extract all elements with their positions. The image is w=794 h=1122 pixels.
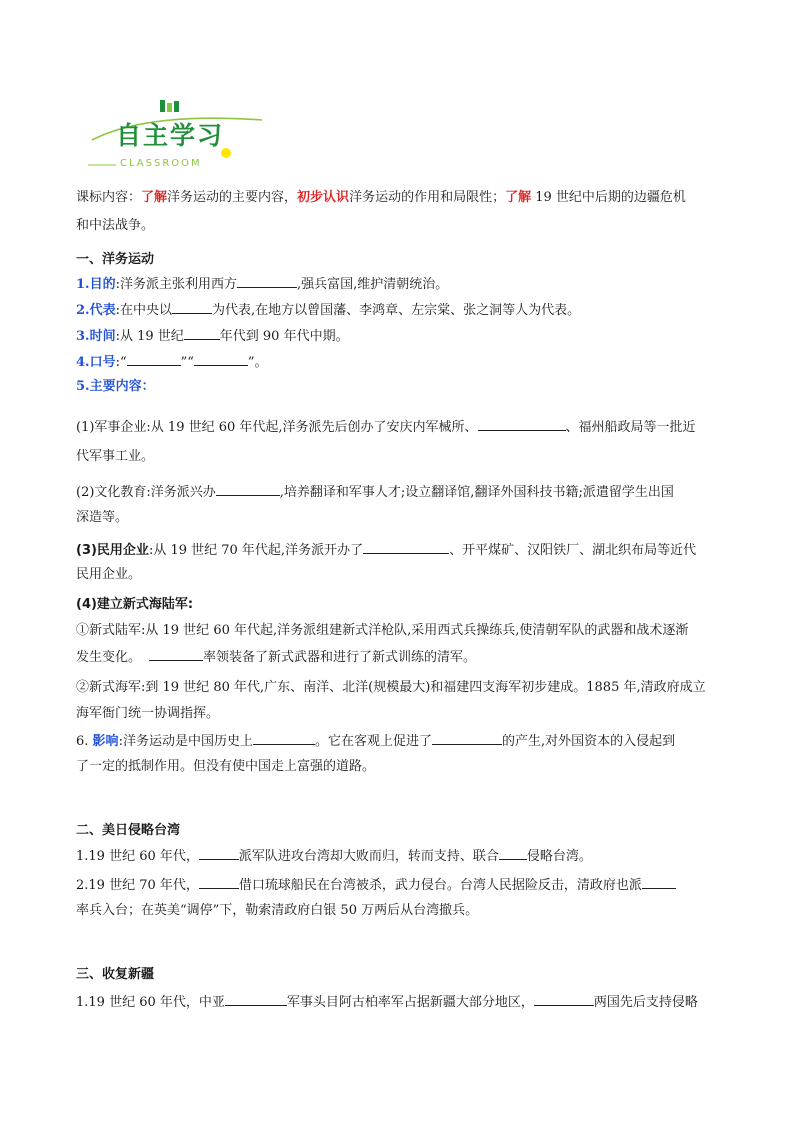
intro-prefix: 课标内容： xyxy=(76,190,142,205)
answer-blank[interactable] xyxy=(149,648,203,661)
item-text: ,强兵富国,维护清朝统治。 xyxy=(296,277,449,292)
item-text: 的产生,对外国资本的入侵起到 xyxy=(501,734,676,749)
section-3-title: 三、收复新疆 xyxy=(76,967,155,982)
item-text: :洋务运动是中国历史上 xyxy=(118,734,253,749)
item-impact xyxy=(76,732,675,751)
answer-blank[interactable] xyxy=(499,847,527,860)
item-slogan xyxy=(76,353,268,372)
item-text: 1.19 世纪 60 年代，中亚 xyxy=(76,995,225,1010)
answer-blank[interactable] xyxy=(194,353,248,366)
answer-blank[interactable] xyxy=(534,993,594,1006)
curriculum-intro-line2: 和中法战争。 xyxy=(76,218,155,233)
item-text: 2.19 世纪 70 年代， xyxy=(76,878,199,893)
item-text: :从 19 世纪 xyxy=(115,329,184,344)
item-text: 侵略台湾。 xyxy=(526,849,592,864)
item-text: 。它在客观上促进了 xyxy=(314,734,432,749)
item-label: (3)民用企业 xyxy=(76,543,149,558)
curriculum-intro xyxy=(76,189,686,207)
content-education xyxy=(76,483,674,502)
answer-blank[interactable] xyxy=(363,541,449,554)
item-text: (2)文化教育:洋务派兴办 xyxy=(76,485,216,500)
answer-blank[interactable] xyxy=(432,732,502,745)
content-new-army-navy-title: (4)建立新式海陆军: xyxy=(76,597,194,612)
item-label: 2.代表 xyxy=(76,303,116,318)
content-education-line2: 深造等。 xyxy=(76,510,129,525)
item-text: ”。 xyxy=(247,355,268,370)
intro-text-2: 洋务运动的作用和局限性； xyxy=(349,190,506,205)
answer-blank[interactable] xyxy=(184,327,220,340)
item-text: :从 19 世纪 70 年代起,洋务派开办了 xyxy=(148,543,364,558)
item-text: 派军队进攻台湾却大败而归，转而支持、联合 xyxy=(238,849,499,864)
answer-blank[interactable] xyxy=(253,732,315,745)
item-time xyxy=(76,327,349,346)
answer-blank[interactable] xyxy=(225,993,287,1006)
content-military-industry xyxy=(76,418,696,437)
item-text: 年代到 90 年代中期。 xyxy=(219,329,349,344)
item-text: 发生变化。 xyxy=(76,650,142,665)
content-civil-enterprise xyxy=(76,541,696,560)
item-text: :在中央以 xyxy=(115,303,172,318)
item-text: :洋务派主张利用西方 xyxy=(115,277,237,292)
logo-subtitle: CLASSROOM xyxy=(120,158,202,169)
item-text: ”“ xyxy=(180,355,194,370)
s3-item-1 xyxy=(76,993,698,1012)
answer-blank[interactable] xyxy=(127,353,181,366)
intro-keyword-1: 了解 xyxy=(141,190,168,205)
item-text: ,培养翻译和军事人才;设立翻译馆,翻译外国科技书籍;派遣留学生出国 xyxy=(279,485,674,500)
s2-item-2 xyxy=(76,876,676,895)
intro-keyword-3: 了解 xyxy=(505,190,532,205)
answer-blank[interactable] xyxy=(237,275,297,288)
item-text: 、福州船政局等一批近 xyxy=(565,420,696,435)
item-text: 为代表,在地方以曾国藩、李鸿章、左宗棠、张之洞等人为代表。 xyxy=(211,303,581,318)
content-military-industry-line2: 代军事工业。 xyxy=(76,449,155,464)
item-text: 1.19 世纪 60 年代， xyxy=(76,849,199,864)
item-text: 率领装备了新式武器和进行了新式训练的清军。 xyxy=(203,650,477,665)
content-new-navy: ②新式海军:到 19 世纪 80 年代,广东、南洋、北洋(规模最大)和福建四支海军初步建成。1885 年,清政府成立 xyxy=(76,680,706,695)
item-purpose xyxy=(76,275,448,294)
answer-blank[interactable] xyxy=(642,876,676,889)
item-label: 1.目的 xyxy=(76,277,116,292)
item-text: 、开平煤矿、汉阳铁厂、湖北织布局等近代 xyxy=(449,543,697,558)
answer-blank[interactable] xyxy=(199,876,239,889)
content-new-army: ①新式陆军:从 19 世纪 60 年代起,洋务派组建新式洋枪队,采用西式兵操练兵,使清朝军队的武器和战术逐渐 xyxy=(76,623,689,638)
section-2-title: 二、美日侵略台湾 xyxy=(76,823,181,838)
s2-item-2-line2: 率兵入台；在英美“调停”下，勒索清政府白银 50 万两后从台湾撤兵。 xyxy=(76,903,479,918)
intro-keyword-2: 初步认识 xyxy=(297,190,350,205)
content-new-army-line2 xyxy=(76,648,476,667)
intro-text-3: 19 世纪中后期的边疆危机 xyxy=(531,190,686,205)
item-impact-line2: 了一定的抵制作用。但没有使中国走上富强的道路。 xyxy=(76,759,376,774)
logo-title: 自主学习 xyxy=(116,121,225,150)
answer-blank[interactable] xyxy=(216,483,280,496)
item-label: 影响 xyxy=(92,734,119,749)
s2-item-1 xyxy=(76,847,592,866)
section-logo xyxy=(86,98,266,178)
item-representatives xyxy=(76,301,580,320)
item-label: 3.时间 xyxy=(76,329,116,344)
item-label: 4.口号 xyxy=(76,355,116,370)
intro-text-1: 洋务运动的主要内容， xyxy=(167,190,298,205)
item-main-content-label: 5.主要内容： xyxy=(76,379,155,394)
section-1-title: 一、洋务运动 xyxy=(76,252,155,267)
content-civil-enterprise-line2: 民用企业。 xyxy=(76,567,142,582)
answer-blank[interactable] xyxy=(172,301,212,314)
answer-blank[interactable] xyxy=(478,418,566,431)
item-text: 两国先后支持侵略 xyxy=(593,995,698,1010)
item-text: :“ xyxy=(115,355,127,370)
item-text: 军事头目阿古柏率军占据新疆大部分地区， xyxy=(286,995,534,1010)
content-new-navy-line2: 海军衙门统一协调指挥。 xyxy=(76,706,220,721)
answer-blank[interactable] xyxy=(199,847,239,860)
item-text: (1)军事企业:从 19 世纪 60 年代起,洋务派先后创办了安庆内军械所、 xyxy=(76,420,478,435)
item-number: 6. xyxy=(76,734,89,749)
item-text: 借口琉球船民在台湾被杀，武力侵台。台湾人民据险反击，清政府也派 xyxy=(238,878,642,893)
